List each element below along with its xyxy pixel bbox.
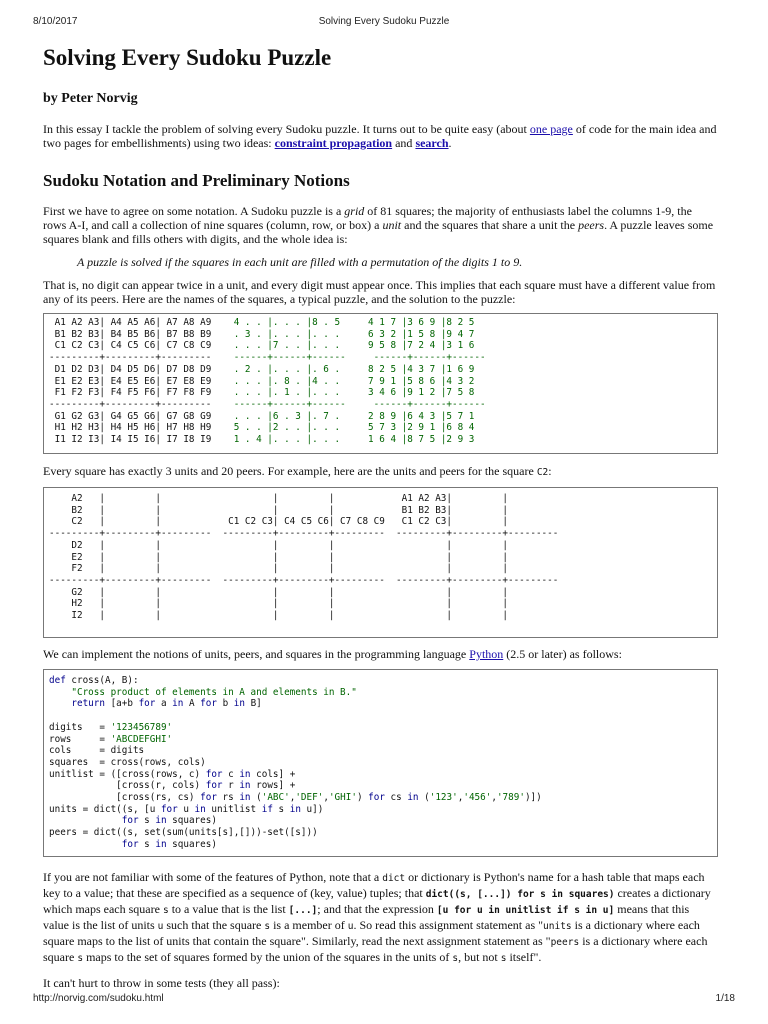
code-text: [cross(rs, cs)	[49, 792, 201, 804]
inline-code: s	[77, 953, 84, 964]
paragraph-text: (2.5 or later) as follows:	[503, 647, 622, 661]
units-line: H2 | | | | | |	[49, 598, 508, 610]
square-names-line: F1 F2 F3| F4 F5 F6| F7 F8 F9	[49, 387, 234, 399]
python-features-paragraph	[43, 870, 718, 966]
code-string: 'ABC'	[261, 792, 290, 804]
code-text: u])	[300, 803, 324, 815]
code-text	[49, 839, 122, 850]
units-line: C2 | | C1 C2 C3| C4 C5 C6| C7 C8 C9 C1 C2 C3| |	[49, 516, 508, 528]
inline-code: s	[162, 905, 169, 916]
code-text: (	[418, 792, 430, 804]
print-header	[33, 16, 735, 30]
paragraph-text: and the squares that share a unit the	[401, 218, 579, 232]
code-string: '123456789'	[110, 721, 173, 733]
code-keyword: in	[155, 838, 167, 850]
code-keyword: in	[155, 815, 167, 827]
code-keyword: for	[368, 792, 385, 804]
code-text: B]	[244, 698, 262, 710]
puzzle-line: . 2 . |. . . |. 6 . 8 2 5 |4 3 7 |1 6 9	[233, 363, 475, 375]
sudoku-grids-block	[43, 313, 718, 454]
paragraph-text: of 81 squares; the majority of enthusiasts label the columns 1-9, the rows A-I, and call a collection of nine squares (column, row, or box) a	[43, 204, 692, 232]
paragraph-text: First we have to agree on some notation. A Sudoku puzzle is a	[43, 204, 345, 218]
code-keyword: for	[121, 815, 139, 827]
paragraph-text: is a dictionary where each square	[43, 934, 708, 964]
inline-code: C2	[536, 467, 549, 478]
code-text: c	[222, 768, 240, 780]
intro-paragraph	[43, 122, 718, 150]
code-keyword: in	[239, 792, 251, 804]
puzzle-line: 4 . . |. . . |8 . 5 4 1 7 |3 6 9 |8 2 5	[233, 317, 475, 328]
code-keyword: for	[138, 698, 156, 710]
code-keyword: in	[407, 792, 419, 804]
square-names-line: C1 C2 C3| C4 C5 C6| C7 C8 C9	[49, 340, 234, 352]
puzzle-line: ------+------+------ ------+------+------	[233, 398, 486, 410]
inline-code: peers	[550, 937, 580, 948]
units-line: I2 | | | | | |	[49, 610, 508, 622]
emphasis-peers: peers	[578, 218, 605, 232]
paragraph-text: means that this value is the list of units	[43, 902, 690, 932]
code-text: s	[138, 815, 156, 827]
code-string: "Cross product of elements in A and elements in B."	[71, 686, 357, 698]
intro-text: of code for the main idea and two pages for embellishments) using two ideas:	[43, 122, 717, 150]
inline-code: units	[543, 921, 572, 932]
paragraph-text: . So read this assignment statement as "	[353, 918, 544, 932]
code-string: 'DEF'	[295, 792, 324, 804]
emphasis-unit: unit	[382, 218, 402, 232]
code-text: r	[222, 780, 240, 792]
units-line: A2 | | | | A1 A2 A3| |	[49, 493, 508, 504]
code-keyword: in	[172, 698, 184, 710]
intro-text: .	[448, 136, 452, 150]
square-names-line: B1 B2 B3| B4 B5 B6| B7 B8 B9	[49, 328, 234, 340]
square-names-line: H1 H2 H3| H4 H5 H6| H7 H8 H9	[49, 422, 234, 434]
inline-code: dict((s, [...]) for s in squares)	[425, 889, 615, 900]
squares-paragraph: That is, no digit can appear twice in a unit, and every digit must appear once. This implies that each square must have a different value from any of its peers. Here are the names of the squares, a typical puzzle, and the solution to the puzzle:	[43, 278, 716, 306]
units-line: E2 | | | | | |	[49, 551, 508, 563]
byline: by Peter Norvig	[43, 91, 138, 106]
article	[43, 44, 718, 990]
print-date: 8/10/2017	[33, 16, 78, 27]
code-text	[49, 815, 122, 826]
intro-text: and	[392, 136, 416, 150]
units-peers-paragraph	[43, 464, 718, 480]
inline-code: s	[264, 921, 271, 932]
code-string: 'GHI'	[328, 792, 357, 804]
inline-code: [...]	[288, 905, 318, 916]
definition-quote: A puzzle is solved if the squares in each unit are filled with a permutation of the digits 1 to 9.	[77, 255, 523, 269]
code-text: unitlist = ([cross(rows, c)	[49, 768, 206, 780]
code-text: (	[250, 792, 262, 804]
paragraph-text: Every square has exactly 3 units and 20 peers. For example, here are the units and peers for the square	[43, 464, 537, 478]
code-text: cs	[384, 792, 408, 804]
code-text: A	[183, 698, 201, 710]
code-string: '123'	[429, 792, 458, 804]
paragraph-text: is a dictionary where each square maps to the list of units that contain the square". Similarly, read the next assignment statement as "	[43, 918, 700, 948]
inline-code: [u for u in unitlist if s in u]	[436, 905, 615, 916]
intro-text: In this essay I tackle the problem of solving every Sudoku puzzle. It turns out to be quite easy (about	[43, 122, 530, 136]
paragraph-text: or dictionary is Python's name for a hash table that maps each key to a value; that these are specified as a sequence of (key, value) tuples; that	[43, 870, 705, 900]
code-text: rows =	[49, 733, 111, 745]
units-block	[43, 487, 718, 638]
paragraph-text: itself".	[506, 950, 542, 964]
inline-code: s	[500, 953, 507, 964]
print-url: http://norvig.com/sudoku.html	[33, 993, 164, 1004]
square-names-line: G1 G2 G3| G4 G5 G6| G7 G8 G9	[49, 410, 234, 422]
puzzle-line: 5 . . |2 . . |. . . 5 7 3 |2 9 1 |6 8 4	[233, 422, 475, 434]
code-text: cols] +	[250, 768, 296, 780]
units-line: D2 | | | | | |	[49, 539, 508, 551]
paragraph-text: is a member of	[270, 918, 348, 932]
one-page-link[interactable]: one page	[529, 122, 573, 136]
article-title: Solving Every Sudoku Puzzle	[43, 45, 332, 70]
code-keyword: in	[239, 768, 251, 780]
print-title: Solving Every Sudoku Puzzle	[318, 16, 450, 27]
puzzle-line: ------+------+------ ------+------+------	[233, 352, 486, 364]
code-text: rows] +	[250, 780, 296, 792]
puzzle-line: . . . |. 8 . |4 . . 7 9 1 |5 8 6 |4 3 2	[233, 375, 475, 387]
code-keyword: for	[160, 803, 178, 815]
code-keyword: for	[121, 838, 139, 850]
code-keyword: for	[200, 792, 217, 804]
inline-code: s	[452, 953, 459, 964]
code-text: )])	[524, 792, 542, 804]
code-text: rs	[216, 792, 240, 804]
paragraph-text: ; and that the expression	[317, 902, 437, 916]
code-text: squares = cross(rows, cols)	[49, 756, 206, 768]
code-keyword: in	[289, 803, 301, 815]
print-footer	[33, 993, 735, 1007]
inline-code: u	[347, 921, 354, 932]
constraint-propagation-link[interactable]: constraint propagation	[274, 136, 393, 150]
code-string: 'ABCDEFGHI'	[110, 733, 173, 745]
code-text: s	[272, 803, 290, 815]
paragraph-text: creates a dictionary which maps each square	[43, 886, 711, 916]
paragraph-text: maps to the set of squares formed by the union of the squares in the units of	[83, 950, 453, 964]
code-keyword: if	[261, 803, 273, 815]
tests-paragraph: It can't hurt to throw in some tests (they all pass):	[43, 976, 280, 990]
code-keyword: for	[200, 698, 217, 710]
print-page-number: 1/18	[715, 993, 735, 1004]
code-keyword: in	[239, 780, 251, 792]
units-line: ---------+---------+--------- ---------+---------+--------- ---------+---------+---------	[49, 528, 559, 540]
paragraph-text: If you are not familiar with some of the features of Python, note that a	[43, 870, 383, 884]
inline-code: u	[157, 921, 164, 932]
python-paragraph	[43, 647, 718, 661]
puzzle-line: 1 . 4 |. . . |. . . 1 6 4 |8 7 5 |2 9 3	[233, 434, 475, 446]
code-text: squares)	[166, 815, 217, 827]
code-text: [cross(r, cols)	[49, 780, 206, 792]
puzzle-line: . . . |. 1 . |. . . 3 4 6 |9 1 2 |7 5 8	[233, 387, 475, 399]
square-names-line: A1 A2 A3| A4 A5 A6| A7 A8 A9	[49, 317, 234, 328]
code-keyword: def	[49, 675, 66, 686]
code-text: cols = digits	[49, 745, 145, 757]
code-text: u	[177, 803, 195, 815]
code-text: units = dict((s, [u	[49, 803, 161, 815]
paragraph-text: . A puzzle leaves some squares blank and fills others with digits, and the whole idea is:	[43, 218, 714, 246]
square-names-line: ---------+---------+---------	[49, 398, 234, 410]
code-keyword: in	[194, 803, 206, 815]
puzzle-line: . . . |6 . 3 |. 7 . 2 8 9 |6 4 3 |5 7 1	[233, 410, 475, 422]
code-keyword: for	[205, 768, 223, 780]
code-text: b	[216, 698, 234, 710]
notation-paragraph	[43, 204, 718, 246]
square-names-line: I1 I2 I3| I4 I5 I6| I7 I8 I9	[49, 434, 234, 446]
units-line: F2 | | | | | |	[49, 563, 508, 575]
paragraph-text: , but not	[458, 950, 501, 964]
python-link[interactable]: Python	[469, 647, 504, 661]
paragraph-text: :	[548, 464, 552, 478]
code-string: '456'	[463, 792, 492, 804]
code-keyword: return	[71, 698, 105, 710]
code-text: )	[356, 792, 369, 804]
code-string: '789'	[496, 792, 525, 804]
inline-code: dict	[382, 873, 406, 884]
code-text: peers = dict((s, set(sum(units[s],[]))-set([s]))	[49, 827, 318, 839]
units-line: ---------+---------+--------- ---------+---------+--------- ---------+---------+---------	[49, 574, 559, 586]
paragraph-text: We can implement the notions of units, peers, and squares in the programming language	[43, 647, 470, 661]
code-text: s	[138, 838, 156, 850]
emphasis-grid: grid	[344, 204, 365, 218]
code-text: squares)	[166, 838, 217, 850]
code-text: cross(A, B):	[65, 675, 139, 686]
paragraph-text: to a value that is the list	[168, 902, 289, 916]
code-keyword: in	[233, 698, 245, 710]
code-keyword: for	[205, 780, 223, 792]
puzzle-line: . 3 . |. . . |. . . 6 3 2 |1 5 8 |9 4 7	[233, 328, 475, 340]
paragraph-text: such that the square	[163, 918, 265, 932]
section-heading: Sudoku Notation and Preliminary Notions	[43, 171, 350, 190]
units-line: B2 | | | | B1 B2 B3| |	[49, 504, 508, 516]
code-text: unitlist	[205, 803, 262, 815]
square-names-line: ---------+---------+---------	[49, 352, 234, 364]
search-link[interactable]: search	[415, 136, 449, 150]
code-text: digits =	[49, 721, 111, 733]
puzzle-line: . . . |7 . . |. . . 9 5 8 |7 2 4 |3 1 6	[233, 340, 475, 352]
square-names-line: D1 D2 D3| D4 D5 D6| D7 D8 D9	[49, 363, 234, 375]
square-names-line: E1 E2 E3| E4 E5 E6| E7 E8 E9	[49, 375, 234, 387]
python-code-block: def cross(A, B): "Cross product of elements in A and elements in B." return [a+b for a in A for b in B] digits = '123456789' rows = 'ABCDEFGHI' cols = digits squares = cross(rows, cols) unitlist = ([cross(rows, c) for c in cols] + [cross(r, cols) for r in rows] + [cross(rs, cs) for rs in ('ABC','DEF','GHI') for cs in ('123','456','789')]) units = dict((s, [u for u in unitlist if s in u]) for s in squares) peers = dict((s, set(sum(units[s],[]))-set([s])) for s in squares)	[43, 669, 718, 857]
code-text: [a+b	[104, 698, 139, 710]
units-line: G2 | | | | | |	[49, 586, 508, 598]
code-text: a	[155, 698, 173, 710]
